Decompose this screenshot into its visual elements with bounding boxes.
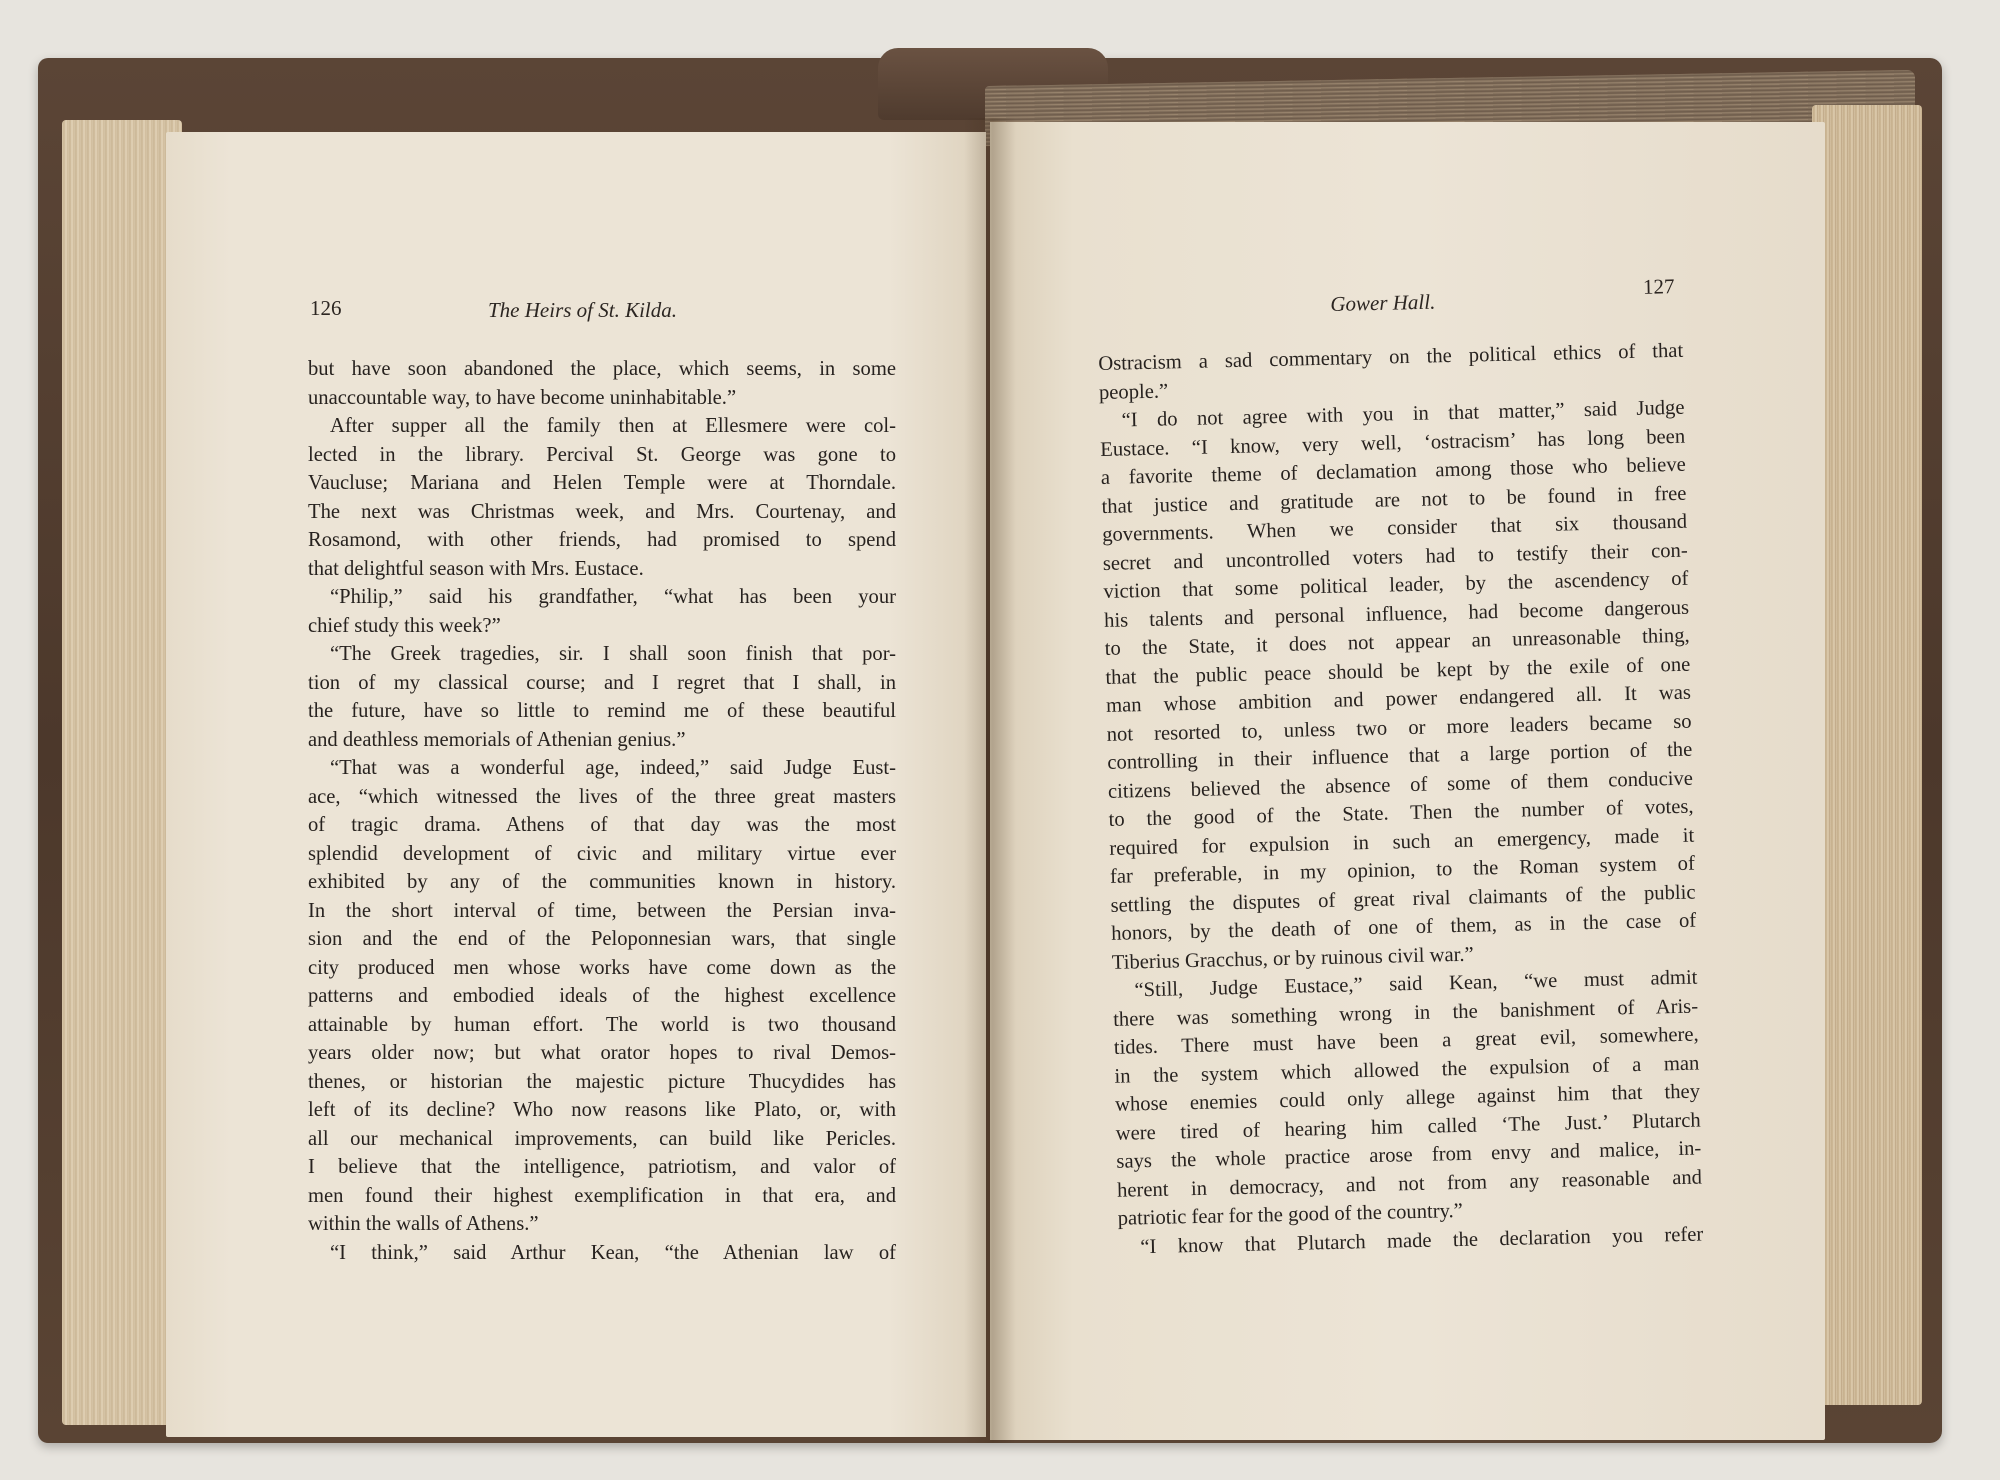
text-line: viction that some political leader, by the ascendency of xyxy=(1103,567,1689,603)
text-line: but have soon abandoned the place, which seems, in some xyxy=(308,358,896,380)
text-line: not resorted to, unless two or more leaders became so xyxy=(1106,710,1692,746)
text-line: all our mechanical improvements, can build like Pericles. xyxy=(308,1127,896,1150)
text-line: a favorite theme of declamation among those who believe xyxy=(1100,453,1687,489)
text-line: attainable by human effort. The world is two thousand xyxy=(308,1013,896,1036)
text-line: controlling in their influence that a large portion of the xyxy=(1107,738,1693,774)
text-line: “Philip,” said his grandfather, “what has been your xyxy=(330,586,896,608)
page-edges-left xyxy=(62,120,182,1425)
text-line: “Still, Judge Eustace,” said Kean, “we must admit xyxy=(1134,966,1698,1002)
text-line: there was something wrong in the banishment of Aris- xyxy=(1112,995,1699,1031)
text-line: “I know that Plutarch made the declaration you refer xyxy=(1140,1222,1704,1258)
text-line: Tiberius Gracchus, or by ruinous civil war.” xyxy=(1111,943,1474,974)
text-line: patterns and embodied ideals of the highest excellence xyxy=(308,985,896,1007)
text-line: chief study this week?” xyxy=(308,614,501,637)
text-line: citizens believed the absence of some of them conducive xyxy=(1107,767,1694,803)
text-line: secret and uncontrolled voters had to testify their con- xyxy=(1102,539,1688,575)
page-edges-right xyxy=(1812,105,1922,1405)
text-line: says the whole practice arose from envy and malice, in- xyxy=(1116,1137,1702,1173)
text-line: left of its decline? Who now reasons like Plato, or, with xyxy=(308,1099,896,1121)
text-line: that delightful season with Mrs. Eustace. xyxy=(308,557,644,580)
text-line: herent in democracy, and not from any reasonable and xyxy=(1116,1166,1703,1202)
text-line: lected in the library. Percival St. George was gone to xyxy=(308,443,896,466)
text-line: people.” xyxy=(1098,379,1169,404)
text-line: and deathless memorials of Athenian genius.” xyxy=(308,728,686,751)
text-line: splendid development of civic and military virtue ever xyxy=(308,842,896,865)
text-line: Ostracism a sad commentary on the political ethics of that xyxy=(1098,339,1684,375)
text-line: governments. When we consider that six thousand xyxy=(1101,510,1688,546)
text-line: that justice and gratitude are not to be found in free xyxy=(1101,482,1687,518)
text-line: required for expulsion in such an emergency, made it xyxy=(1109,824,1695,860)
text-line: to the good of the State. Then the number of votes, xyxy=(1108,795,1694,831)
right-page-text xyxy=(1098,337,1704,1262)
text-line: In the short interval of time, between the Persian inva- xyxy=(308,899,896,922)
text-line: tion of my classical course; and I regret that I shall, in xyxy=(308,671,896,694)
left-page-header xyxy=(310,296,880,330)
text-line: his talents and personal influence, had become dangerous xyxy=(1103,596,1690,632)
left-page-number: 126 xyxy=(310,296,342,320)
text-line: settling the disputes of great rival claimants of the public xyxy=(1110,881,1696,917)
text-line: I believe that the intelligence, patriotism, and valor of xyxy=(308,1156,896,1178)
left-page-text xyxy=(308,355,896,1267)
text-line: patriotic fear for the good of the country.” xyxy=(1117,1199,1464,1230)
text-line: Eustace. “I know, very well, ‘ostracism’ has long been xyxy=(1100,425,1686,461)
text-line: of tragic drama. Athens of that day was the most xyxy=(308,814,896,836)
text-line: ace, “which witnessed the lives of the three great masters xyxy=(308,785,896,808)
text-line: After supper all the family then at Ellesmere were col- xyxy=(330,415,896,437)
text-line: “I think,” said Arthur Kean, “the Athenian law of xyxy=(330,1241,896,1264)
text-line: Rosamond, with other friends, had promised to spend xyxy=(308,529,896,551)
book-gutter xyxy=(964,118,1016,1443)
text-line: far preferable, in my opinion, to the Roman system of xyxy=(1109,852,1696,888)
text-line: man whose ambition and power endangered all. It was xyxy=(1105,681,1692,717)
text-line: “That was a wonderful age, indeed,” said Judge Eust- xyxy=(330,757,896,779)
text-line: were tired of hearing him called ‘The Just.’ Plutarch xyxy=(1115,1109,1701,1145)
text-line: honors, by the death of one of them, as in the case of xyxy=(1110,909,1697,945)
text-line: unaccountable way, to have become uninhabitable.” xyxy=(308,386,737,409)
text-line: tides. There must have been a great evil, somewhere, xyxy=(1113,1023,1699,1059)
right-page-number: 127 xyxy=(1642,274,1675,299)
text-line: the future, have so little to remind me of these beautiful xyxy=(308,700,896,722)
text-line: Vaucluse; Mariana and Helen Temple were at Thorndale. xyxy=(308,472,896,494)
text-line: thenes, or historian the majestic picture Thucydides has xyxy=(308,1070,896,1093)
text-line: in the system which allowed the expulsion of a man xyxy=(1114,1052,1700,1088)
text-line: “I do not agree with you in that matter,” said Judge xyxy=(1121,396,1685,432)
text-line: that the public peace should be kept by the exile of one xyxy=(1105,653,1691,689)
text-line: exhibited by any of the communities known in history. xyxy=(308,871,896,893)
text-line: within the walls of Athens.” xyxy=(308,1213,539,1235)
text-line: city produced men whose works have come down as the xyxy=(308,956,896,979)
text-line: to the State, it does not appear an unreasonable thing, xyxy=(1104,624,1690,660)
text-line: whose enemies could only allege against him that they xyxy=(1114,1080,1701,1116)
text-line: sion and the end of the Peloponnesian wars, that single xyxy=(308,928,896,950)
text-line: The next was Christmas week, and Mrs. Courtenay, and xyxy=(308,500,896,523)
text-line: men found their highest exemplification in that era, and xyxy=(308,1184,896,1207)
text-line: “The Greek tragedies, sir. I shall soon finish that por- xyxy=(330,643,896,665)
left-running-head: The Heirs of St. Kilda. xyxy=(488,298,678,322)
right-running-head: Gower Hall. xyxy=(1330,289,1436,316)
text-line: years older now; but what orator hopes to rival Demos- xyxy=(308,1042,896,1064)
